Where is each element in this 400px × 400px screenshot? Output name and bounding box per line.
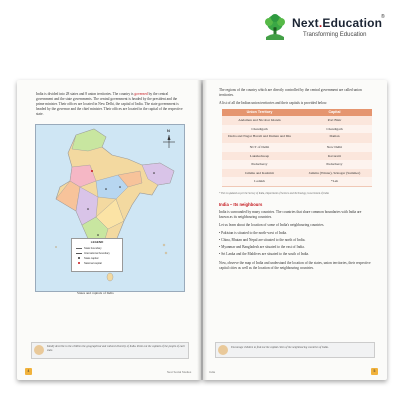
neighbours-paragraph: India is surrounded by many countries. The countries that share common boundaries with India are known as its neighbouring countries. (219, 210, 362, 219)
map-legend (71, 238, 123, 272)
table-cell: NCT of Delhi (249, 145, 270, 149)
table-header (222, 109, 372, 116)
legend-row: State capital (76, 257, 98, 260)
observe-paragraph: Now, observe the map of India and understand the location of the states, union territories, their respective capital cities as well as the location of the neighbouring countries. (219, 261, 371, 270)
table-cell: Daman (329, 134, 340, 138)
registered-mark: ® (381, 14, 385, 20)
list-item: • Sri Lanka and the Maldives are situated to the south of India. (219, 252, 309, 256)
table-intro: A list of all the Indian union territories and their capitals is provided below. (219, 101, 328, 105)
teacher-tip-box (31, 342, 189, 359)
brand-tagline: Transforming Education (303, 32, 367, 38)
table-cell: Lakshadweep (249, 153, 270, 158)
brand-logo (262, 14, 392, 50)
table-cell: Ladakh (254, 179, 265, 183)
table-cell: Puducherry (326, 162, 343, 166)
neighbours-intro: Let us learn about the location of some of India's neighbouring countries. (219, 223, 325, 227)
tree-person-icon (262, 14, 288, 44)
legend-row: International boundary (76, 252, 110, 255)
list-item: • Myanmar and Bangladesh are situated to the east of India. (219, 245, 305, 249)
table-cell: Jammu (Winter), Srinagar (Summer) (308, 170, 361, 175)
table-cell: *Leh (330, 179, 339, 183)
map-caption: States and capitals of India (77, 291, 114, 295)
table-header-cell: Capital (328, 110, 341, 114)
table-cell: Andaman and Nicobar Islands (238, 118, 281, 122)
table-cell: Jammu and Kashmir (245, 170, 274, 175)
legend-row: National capital (76, 262, 102, 265)
right-page (203, 80, 387, 380)
brand-name: Next.Education (292, 16, 383, 30)
table-row (222, 177, 372, 187)
legend-title: LEGEND (90, 240, 104, 244)
table-cell: Kavaratti (327, 153, 342, 158)
teacher-tip-box (215, 342, 375, 358)
left-page (17, 80, 201, 380)
teacher-icon (34, 345, 44, 355)
open-book (17, 80, 387, 385)
right-intro-paragraph: The regions of the country which are directly controlled by the central government are called union territories. (219, 88, 362, 97)
table-footnote: * This is updated as per the Survey of India, Department of Science and Technology, Government of India (219, 192, 329, 195)
neighbours-list (219, 231, 371, 259)
table-cell: New Delhi (326, 145, 343, 149)
page-number: 4 (25, 368, 32, 375)
compass-north-label: N (167, 128, 170, 133)
section-title: India – Its neighbours (219, 202, 263, 207)
compass-icon (162, 131, 176, 149)
book-gutter (197, 80, 207, 380)
list-item: • Pakistan is situated to the north-west of India. (219, 231, 288, 235)
teacher-icon (218, 345, 228, 355)
teacher-tip-text: Kindly describe to the children the geographical and cultural diversity of India. Point out the capitals of the people of each state. (47, 345, 185, 352)
table-header-cell: Union Territory (246, 110, 273, 114)
left-intro-paragraph: India is divided into 28 states and 8 union territories. The country is governed by the central government and the state governments. The central government is headed by the president and the prime minister. Their offices are located in New Delhi, the capital of India. The state government is headed by the governor and the chief minister. Their offices are located in the capital of the respective state. (36, 92, 183, 116)
table-cell: Chandigarh (251, 126, 268, 131)
table-cell: Chandigarh (326, 126, 343, 131)
compass-rose (162, 128, 176, 149)
footer-label: India (209, 370, 216, 374)
footer-label: Next Social Studies (167, 370, 192, 374)
page-number: 5 (371, 368, 378, 375)
table-cell: Puducherry (251, 162, 268, 166)
legend-row: State boundary (76, 247, 102, 250)
table-cell: Dadra and Nagar Haveli and Daman and Diu (227, 134, 292, 138)
list-item: • China, Bhutan and Nepal are situated to the north of India. (219, 238, 306, 242)
table-cell: Port Blair (327, 118, 342, 122)
teacher-tip-text: Encourage children to find out the capital cities of the neighbouring countries of India. (231, 346, 329, 349)
